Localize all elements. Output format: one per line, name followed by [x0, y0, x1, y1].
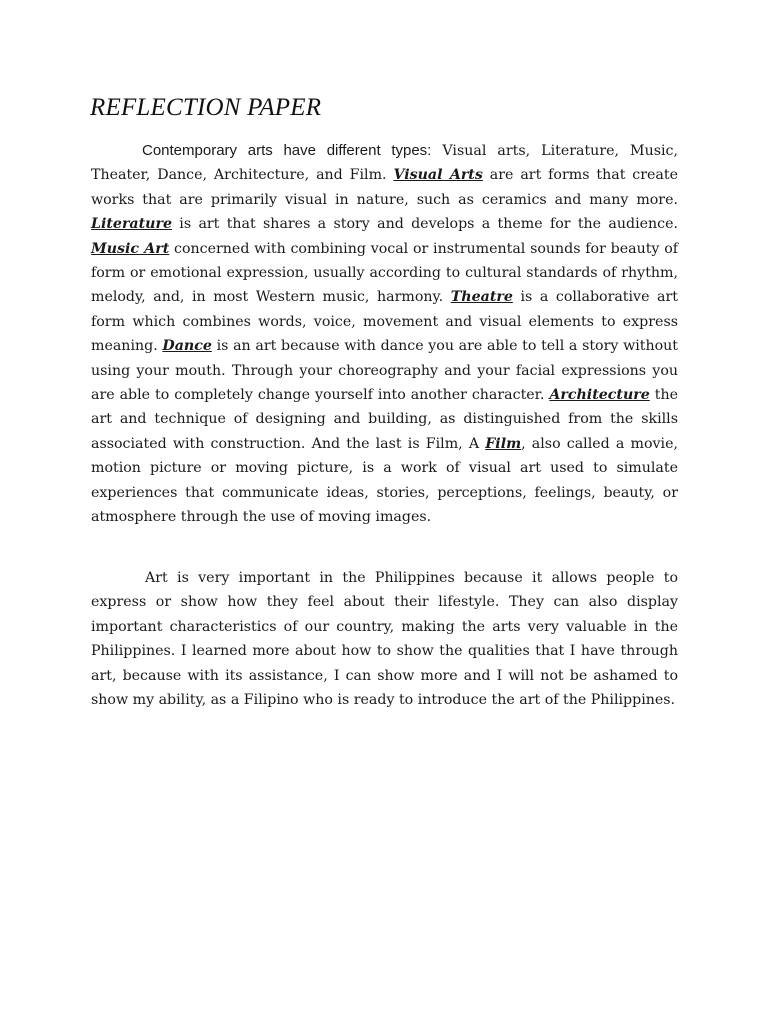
document-title: REFLECTION PAPER — [90, 94, 322, 121]
paragraph-text: Art is very important in the Philippines because it allows people to express or show how they feel about their lifestyle. They can also display important characteristics of our country, making the arts very valuable in the Philippines. I learned more about how to show the qualities that I have through art, because with its assistance, I can show more and I will not be ashamed to show my ability, as a Filipino who is ready to introduce the art of the Philippines. — [91, 570, 678, 709]
text-run: is art that shares a story and develops a theme for the audience. — [171, 216, 678, 233]
text-run: , also called a movie, motion picture or moving picture, is a work of visual art used to simulate experiences that communicate ideas, stories, perceptions, feelings, beauty, or atmosphere through the use of moving images. — [91, 435, 678, 526]
text-run: concerned with combining vocal or instrumental sounds for beauty of form or emotional expression, usually according to cultural standards of rhythm, melody, and, in most Western music, harmony. — [91, 240, 679, 306]
text-run: Visual arts, Literature, Music, Theater, Dance, Architecture, and Film. — [91, 143, 678, 184]
lead-sentence: Contemporary arts have different types: — [142, 142, 432, 159]
text-run: is an art because with dance you are able to tell a story without using your mouth. Through your choreography and your facial expressions you are able to completely change yourself into another character. — [91, 338, 678, 404]
term-film: Film — [485, 435, 522, 452]
term-architecture: Architecture — [549, 387, 650, 404]
text-run: is a collaborative art form which combines words, voice, movement and visual elements to express meaning. — [91, 289, 678, 355]
term-literature: Literature — [91, 216, 172, 233]
text-run: are art forms that create works that are primarily visual in nature, such as ceramics and many more. — [91, 167, 678, 208]
term-music-art: Music Art — [91, 240, 170, 257]
term-dance: Dance — [162, 338, 212, 355]
paragraph-philippines-art — [91, 566, 678, 712]
paragraph-contemporary-arts — [91, 139, 678, 530]
term-theatre: Theatre — [450, 289, 513, 306]
term-visual-arts: Visual Arts — [393, 167, 483, 184]
text-run: the art and technique of designing and building, as distinguished from the skills associated with construction. And the last is Film, A — [91, 387, 678, 452]
